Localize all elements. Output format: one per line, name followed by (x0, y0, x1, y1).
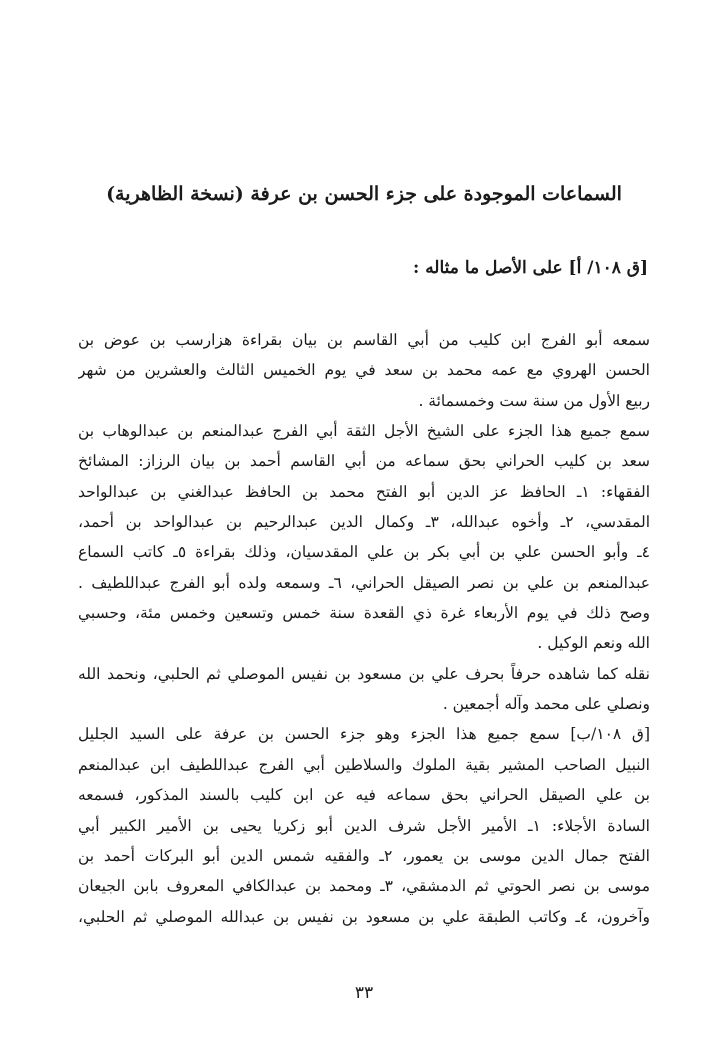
text-line: عبدالمنعم بن علي بن نصر الصيقل الحراني، ٦ـ وسمعه ولده أبو الفرج عبداللطيف . (78, 573, 650, 592)
text-line: ونصلي على محمد وآله أجمعين . (442, 695, 650, 714)
page-number: ٣٣ (354, 983, 374, 1003)
text-line: [ق ١٠٨/ب] سمع جميع هذا الجزء وهو جزء الحسن بن عرفة على السيد الجليل (78, 725, 650, 744)
text-line: ربيع الأول من سنة ست وخمسمائة . (418, 391, 650, 410)
text-line: بن علي الصيقل الحراني بحق سماعه فيه عن ابن كليب بالسند المذكور، فسمعه (78, 786, 650, 805)
page-title: السماعات الموجودة على جزء الحسن بن عرفة (نسخة الظاهرية) (106, 183, 622, 205)
text-line: الفقهاء: ١ـ الحافظ عز الدين أبو الفتح محمد بن الحافظ عبدالغني بن عبدالواحد (78, 482, 650, 501)
folio-label: [ق ١٠٨/ أ] على الأصل ما مثاله : (413, 258, 648, 278)
text-line: المقدسي، ٢ـ وأخوه عبدالله، ٣ـ وكمال الدين عبدالرحيم بن عبدالواحد بن أحمد، (78, 513, 650, 532)
text-line: السادة الأجلاء: ١ـ الأمير الأجل شرف الدين أبو زكريا يحيى بن الأمير الكبير أبي (78, 816, 650, 835)
text-line: الفتح جمال الدين موسى بن يعمور، ٢ـ والفقيه شمس الدين أبو البركات أحمد بن (78, 846, 650, 865)
text-line: نقله كما شاهده حرفاً بحرف علي بن مسعود بن نفيس الموصلي ثم الحلبي، ونحمد الله (78, 664, 650, 683)
body-text (78, 325, 650, 932)
text-line: موسى بن نصر الحوتي ثم الدمشقي، ٣ـ ومحمد بن عبدالكافي المعروف بابن الجيعان (78, 877, 650, 896)
text-line: سمع جميع هذا الجزء على الشيخ الأجل الثقة أبي الفرج عبدالمنعم بن عبدالوهاب بن (78, 422, 650, 441)
text-line: سمعه أبو الفرج ابن كليب من أبي القاسم بن بيان بقراءة هزارسب بن عوض بن (78, 331, 650, 349)
text-line: سعد بن كليب الحراني بحق سماعه من أبي القاسم أحمد بن بيان الرزاز: المشائخ (78, 452, 650, 471)
text-line: وصح ذلك في يوم الأربعاء غرة ذي القعدة سنة خمس وتسعين وخمس مئة، وحسبي (78, 604, 650, 623)
text-line: ٤ـ وأبو الحسن علي بن أبي بكر بن علي المقدسيان، وذلك بقراءة ٥ـ كاتب السماع (78, 543, 650, 562)
text-line: وآخرون، ٤ـ وكاتب الطبقة علي بن مسعود بن نفيس بن عبدالله الموصلي ثم الحلبي، (78, 907, 650, 926)
text-line: الحسن الهروي مع عمه محمد بن سعد في يوم الخميس الثالث والعشرين من شهر (78, 361, 650, 380)
text-line: الله ونعم الوكيل . (537, 634, 650, 653)
text-line: النبيل الصاحب المشير بقية الملوك والسلاطين أبي الفرج عبداللطيف ابن عبدالمنعم (78, 755, 650, 774)
